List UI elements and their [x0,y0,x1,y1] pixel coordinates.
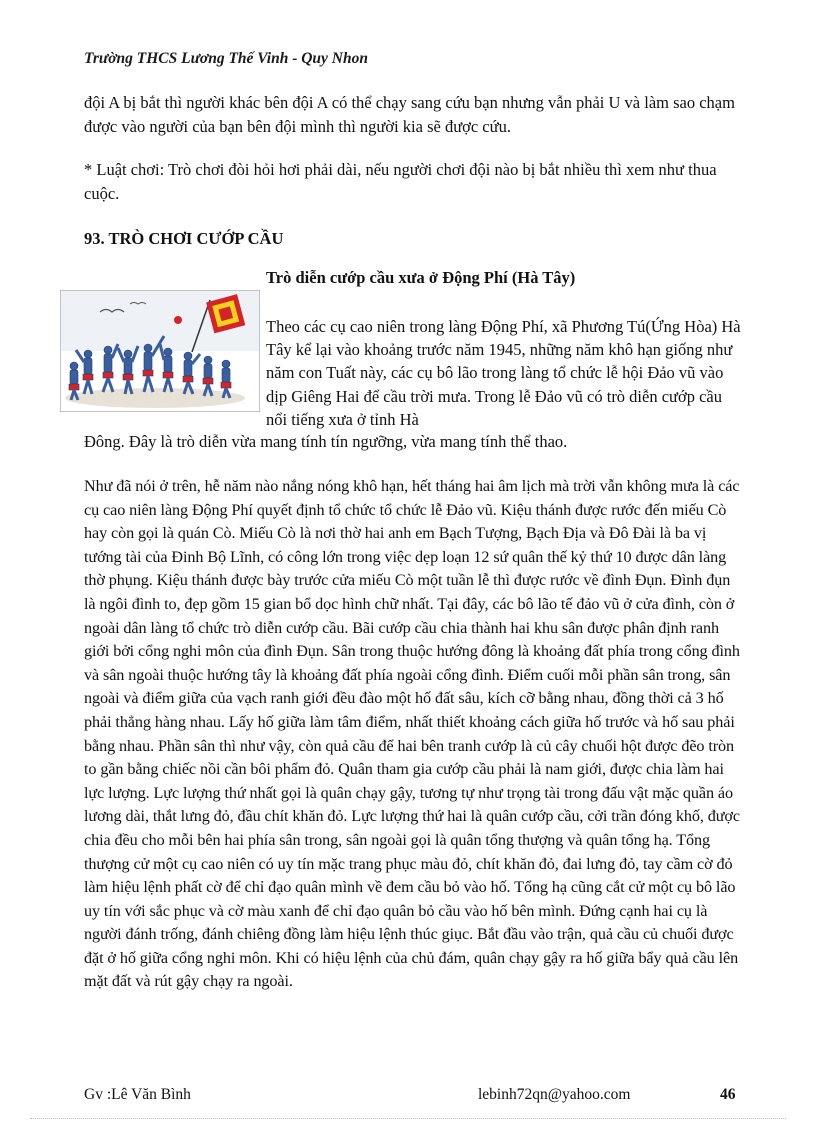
intro-paragraph-1: đội A bị bắt thì người khác bên đội A có thể chạy sang cứu bạn nhưng vẫn phải U và làm sao chạm được vào người của bạn bên đội mình thì người kia sẽ được cứu. [84,93,735,136]
illustration-image [60,290,260,412]
intro-paragraph-2: * Luật chơi: Trò chơi đòi hỏi hơi phải dài, nếu người chơi đội nào bị bắt nhiều thì xem như thua cuộc. [84,160,717,203]
body-paragraph: Như đã nói ở trên, hễ năm nào nắng nóng khô hạn, hết tháng hai âm lịch mà trời vẫn không mưa là các cụ cao niên làng Động Phí quyết định tổ chức tổ chức lễ Đảo vũ. Kiệu thánh được rước đến miếu Cò hay còn gọi là quán Cò. Miếu Cò là nơi thờ hai anh em Bạch Tượng, Bạch Địa và Đô Đài là ba vị tướng tài của Đinh Bộ Lĩnh, có công lớn trong việc dẹp loạn 12 sứ quân thế kỷ thứ 10 được dân làng thờ phụng. Kiệu thánh được bày trước cửa miếu Cò một tuần lễ thì được rước về đình Đụn. Đình đụn là ngôi đình to, đẹp gồm 15 gian bổ dọc hình chữ nhất. Tại đây, các bô lão tế đảo vũ ở cửa đình, còn ở ngoài dân làng tổ chức trò diễn cướp cầu. Bãi cướp cầu chia thành hai khu sân được phân định ranh giới bởi cổng nghi môn của đình Đụn. Sân trong thuộc hướng đông là khoảng đất phía trong cổng đình và sân ngoài thuộc hướng tây là khoảng đất phía ngoài cổng đình. Điểm cuối mỗi phần sân trong, sân ngoài và điểm giữa của vạch ranh giới đều đào một hố đất sâu, kích cỡ bằng nhau, đồng thời cả 3 hố phải thẳng hàng nhau. Lấy hố giữa làm tâm điểm, nhất thiết khoảng cách giữa hố trước và hố sau phải bằng nhau. Phần sân thì như vậy, còn quả cầu để hai bên tranh cướp là củ cây chuối hột được đẽo tròn to gần bằng chiếc nồi cần bôi phẩm đỏ. Quân tham gia cướp cầu phải là nam giới, được chia làm hai lực lượng. Lực lượng thứ nhất gọi là quân chạy gậy, tương tự như trọng tài trong đấu vật mặc quần áo lương dài, thắt lưng đỏ, đầu chít khăn đỏ. Lực lượng thứ hai là quân cướp cầu, cởi trần đóng khố, được chia đều cho mỗi bên hai phía sân trong, sân ngoài gọi là quân tổng thượng và quân tổng hạ. Tổng thượng cử một cụ cao niên có uy tín mặc trang phục màu đỏ, chít khăn đỏ, đai lưng đỏ, tay cầm cờ đỏ làm hiệu lệnh phất cờ để chỉ đạo quân mình về đem cầu bỏ vào hố. Tổng hạ cũng cắt cử một cụ bô lão uy tín với sắc phục và cờ màu xanh để chỉ đạo quân bỏ cầu vào hố bên mình. Đứng cạnh hai cụ là người đánh trống, đánh chiêng đồng làm hiệu lệnh thúc giục. Bắt đầu vào trận, quả cầu củ chuối được đặt ở hố giữa cổng nghi môn. Khi có hiệu lệnh của chủ đám, quân chạy gậy ra hố giữa bẩy quả cầu lên mặt đất và rút gậy chạy ra ngoài. [84,477,740,991]
page-header: Trường THCS Lương Thế Vinh - Quy Nhon [84,50,368,67]
ball-icon [174,316,182,324]
footer-author: Gv :Lê Văn Bình [84,1086,191,1103]
wrapped-paragraph-tail: Đông. Đây là trò diễn vừa mang tính tín ngưỡng, vừa mang tính thể thao. [84,432,568,451]
footer-email: lebinh72qn@yahoo.com [478,1086,631,1103]
page-number: 46 [720,1086,736,1103]
wrapped-paragraph: Theo các cụ cao niên trong làng Động Phí, xã Phương Tú(Ứng Hòa) Hà Tây kể lại vào khoảng trước năm 1945, những năm khô hạn giống như năm con Tuất này, các cụ bô lão trong làng tổ chức lễ hội Đảo vũ vào dịp Giêng Hai để cầu trời mưa. Trong lễ Đảo vũ có trò diễn cướp cầu nổi tiếng xưa ở tỉnh Hà [266,317,741,429]
section-title: 93. TRÒ CHƠI CƯỚP CẦU [84,229,284,248]
section-subtitle: Trò diễn cướp cầu xưa ở Động Phí (Hà Tây) [266,268,576,287]
footer-divider [30,1118,786,1119]
